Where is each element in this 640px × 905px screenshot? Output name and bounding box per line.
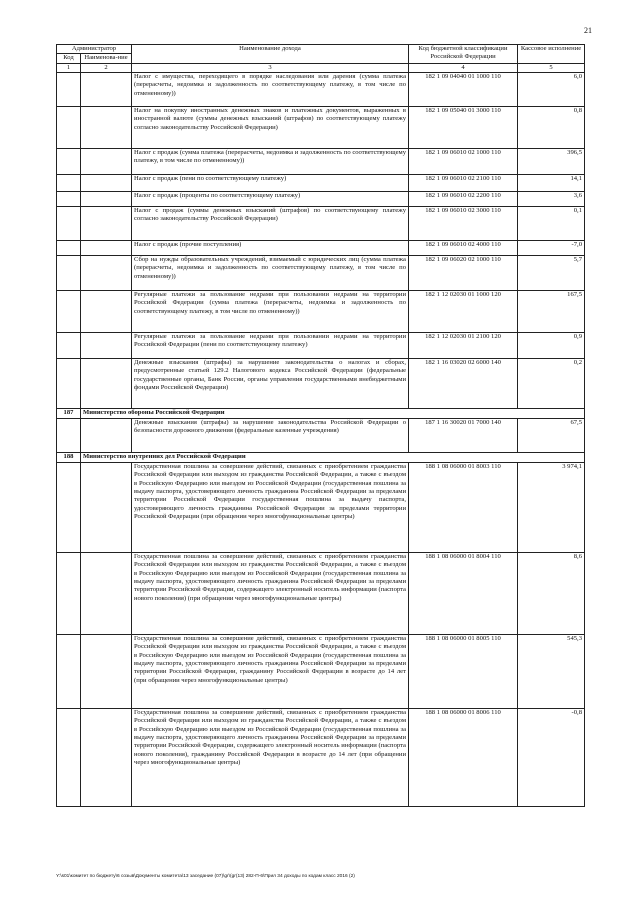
income-table (56, 44, 585, 807)
table-row (57, 72, 585, 106)
header-income-name: Наименование дохода (132, 45, 409, 64)
kbk-code: 182 1 12 02030 01 2100 120 (409, 332, 518, 358)
section-row (57, 452, 585, 462)
kbk-code: 182 1 09 06010 02 2200 110 (409, 191, 518, 206)
execution-value: 0,9 (518, 332, 585, 358)
income-description: Регулярные платежи за пользование недрами при пользовании недрами на территории Российской Федерации (сумма платежа (перерасчеты, недоимка и задолженность по соответствующему платежу, в том числе по отмененному)) (132, 290, 409, 332)
administrator-name: Министерство внутренних дел Российской Федерации (81, 452, 585, 462)
header-code: Код (57, 54, 81, 63)
table-row (57, 418, 585, 452)
kbk-code: 182 1 09 05040 01 3000 110 (409, 106, 518, 148)
income-description: Налог на покупку иностранных денежных знаков и платежных документов, выраженных в иностранной валюте (суммы денежных взысканий (штрафов) по соответствующему платежу согласно законодательству Российской Федерации) (132, 106, 409, 148)
income-description: Сбор на нужды образовательных учреждений, взимаемый с юридических лиц (сумма платежа (перерасчеты, недоимка и задолженность по соответствующему платежу, в том числе по отмененному)) (132, 255, 409, 290)
table-row (57, 634, 585, 708)
administrator-code: 187 (57, 408, 81, 418)
administrator-name: Министерство обороны Российской Федерации (81, 408, 585, 418)
execution-value: -7,0 (518, 240, 585, 255)
execution-value: 0,1 (518, 206, 585, 240)
income-description: Налог с продаж (проценты по соответствующему платежу) (132, 191, 409, 206)
file-path-footer: Y:\s01\комитет по бюджету\6 созыв\Документы комитета\13 заседание (07)\gr\(gr(13) 282-П-6\Прил 34 доходы по кодам класс 2016 (2) (56, 874, 355, 879)
administrator-code: 188 (57, 452, 81, 462)
table-row (57, 290, 585, 332)
income-description: Регулярные платежи за пользование недрами при пользовании недрами на территории Российской Федерации (пени по соответствующему платежу) (132, 332, 409, 358)
table-row (57, 255, 585, 290)
kbk-code: 187 1 16 30020 01 7000 140 (409, 418, 518, 452)
kbk-code: 182 1 16 03020 02 6000 140 (409, 358, 518, 408)
income-description: Налог с продаж (пени по соответствующему платежу) (132, 174, 409, 191)
kbk-code: 182 1 09 06010 02 1000 110 (409, 148, 518, 174)
header-execution: Кассовое исполнение (518, 45, 585, 64)
column-numbers-row (57, 63, 585, 72)
kbk-code: 182 1 09 04040 01 1000 110 (409, 72, 518, 106)
execution-value: 5,7 (518, 255, 585, 290)
kbk-code: 188 1 08 06000 01 8004 110 (409, 552, 518, 634)
column-number: 5 (518, 63, 585, 72)
execution-value: 14,1 (518, 174, 585, 191)
table-row (57, 332, 585, 358)
kbk-code: 188 1 08 06000 01 8006 110 (409, 708, 518, 806)
income-description: Налог с продаж (суммы денежных взысканий (штрафов) по соответствующему платежу согласно законодательству Российской Федерации) (132, 206, 409, 240)
kbk-code: 182 1 09 06020 02 1000 110 (409, 255, 518, 290)
income-description: Налог с продаж (сумма платежа (перерасчеты, недоимка и задолженность по соответствующему платежу, в том числе по отмененному)) (132, 148, 409, 174)
table-row (57, 174, 585, 191)
income-description: Государственная пошлина за совершение действий, связанных с приобретением гражданства Российской Федерации или выходом из гражданства Российской Федерации, а также с въездом в Российскую Федерацию или выездом из Российской Федерации (государственная пошлина за выдачу паспорта, удостоверяющего личность гражданина Российской Федерации за пределами территории Российской Федерации, содержащего электронный носитель информации (паспорта нового поколения), гражданину Российской Федерации в возрасте до 14 лет (при обращении через многофункциональные центры) (132, 708, 409, 806)
execution-value: 545,3 (518, 634, 585, 708)
table-row (57, 240, 585, 255)
execution-value: 167,5 (518, 290, 585, 332)
execution-value: 0,8 (518, 106, 585, 148)
table-row (57, 106, 585, 148)
income-description: Налог с продаж (прочие поступления) (132, 240, 409, 255)
table-row (57, 552, 585, 634)
table-row (57, 206, 585, 240)
header-kbk: Код бюджетной классификации Российской Федерации (409, 45, 518, 64)
execution-value: 396,5 (518, 148, 585, 174)
table-row (57, 462, 585, 552)
section-row (57, 408, 585, 418)
kbk-code: 182 1 12 02030 01 1000 120 (409, 290, 518, 332)
execution-value: 3 974,1 (518, 462, 585, 552)
page-number: 21 (584, 26, 592, 35)
income-description: Денежные взыскания (штрафы) за нарушение законодательства Российской Федерации о безопасности дорожного движения (федеральные казенные учреждения) (132, 418, 409, 452)
income-description: Государственная пошлина за совершение действий, связанных с приобретением гражданства Российской Федерации или выходом из гражданства Российской Федерации, а также с въездом в Российскую Федерацию или выездом из Российской Федерации (государственная пошлина за выдачу паспорта, удостоверяющего личность гражданина Российской Федерации за пределами территории Российской Федерации, гражданину Российской Федерации в возрасте до 14 лет (при обращении через многофункциональные центры) (132, 634, 409, 708)
kbk-code: 182 1 09 06010 02 2100 110 (409, 174, 518, 191)
table-row (57, 708, 585, 806)
column-number: 3 (132, 63, 409, 72)
execution-value: -0,8 (518, 708, 585, 806)
kbk-code: 188 1 08 06000 01 8005 110 (409, 634, 518, 708)
kbk-code: 182 1 09 06010 02 4000 110 (409, 240, 518, 255)
table-row (57, 191, 585, 206)
table-row (57, 148, 585, 174)
header-name: Наименова-ние (81, 54, 132, 63)
income-description: Государственная пошлина за совершение действий, связанных с приобретением гражданства Российской Федерации или выходом из гражданства Российской Федерации, а также с въездом в Российскую Федерацию или выездом из Российской Федерации (государственная пошлина за выдачу паспорта, удостоверяющего личность гражданина Российской Федерации за пределами территории Российской Федерации, содержащего электронный носитель информации (паспорта нового поколения) (при обращении через многофункциональные центры) (132, 552, 409, 634)
execution-value: 6,0 (518, 72, 585, 106)
execution-value: 8,6 (518, 552, 585, 634)
column-number: 2 (81, 63, 132, 72)
execution-value: 67,5 (518, 418, 585, 452)
header-administrator: Администратор (57, 45, 132, 54)
income-description: Денежные взыскания (штрафы) за нарушение законодательства о налогах и сборах, предусмотренные статьей 129.2 Налогового кодекса Российской Федерации (федеральные государственные органы, Банк России, органы управления государственными внебюджетными фондами Российской Федерации) (132, 358, 409, 408)
execution-value: 3,6 (518, 191, 585, 206)
income-description: Государственная пошлина за совершение действий, связанных с приобретением гражданства Российской Федерации или выходом из гражданства Российской Федерации, а также с въездом в Российскую Федерацию или выездом из Российской Федерации (государственная пошлина за выдачу паспорта, удостоверяющего личность гражданина Российской Федерации за пределами территории Российской Федерации государственная пошлина за выдачу паспорта, удостоверяющего личность гражданина Российской Федерации за пределами территории Российской Федерации (при обращении через многофункциональные центры) (132, 462, 409, 552)
table-row (57, 358, 585, 408)
kbk-code: 182 1 09 06010 02 3000 110 (409, 206, 518, 240)
column-number: 1 (57, 63, 81, 72)
income-description: Налог с имущества, переходящего в порядке наследования или дарения (сумма платежа (перерасчеты, недоимка и задолженность по соответствующему платежу, в том числе по отмененному)) (132, 72, 409, 106)
column-number: 4 (409, 63, 518, 72)
kbk-code: 188 1 08 06000 01 8003 110 (409, 462, 518, 552)
execution-value: 0,2 (518, 358, 585, 408)
